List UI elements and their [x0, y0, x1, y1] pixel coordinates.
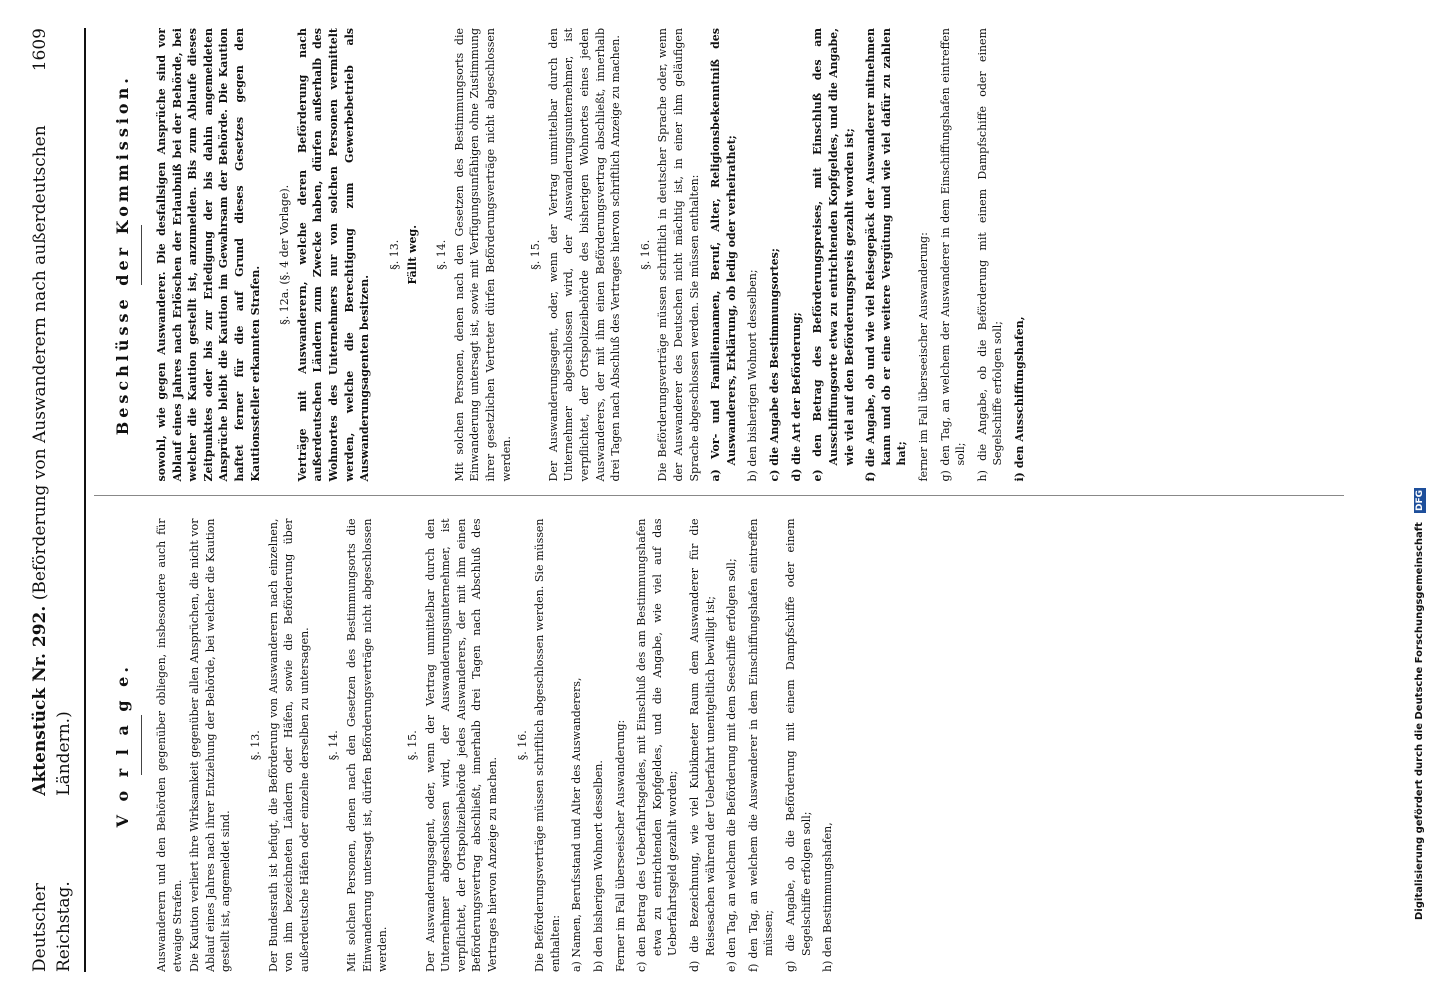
section-text: Fällt weg.	[405, 224, 419, 285]
header-center-subject: (Beförderung von Auswanderern nach außerdeutschen Ländern.)	[30, 125, 75, 796]
list-item: g) den Tag, an welchem der Auswanderer in dem Einschiffungshafen eintreffen soll;	[938, 28, 968, 482]
two-column-body	[94, 28, 1344, 972]
list-item: e) den Betrag des Beförderungspreises, mit Einschluß des am Ausschiffungsorte etwa zu entrichtenden Kopfgeldes, und die Angabe, wie viel auf den Beförderungspreis gezahlt worden ist;	[811, 28, 856, 482]
section-text: Die Beförderungsverträge müssen schriftlich in deutscher Sprache oder, wenn der Auswanderer des Deutschen nicht mächtig ist, in einer ihm geläufigen Sprache abgeschlossen werden. Sie müssen enthalten:	[656, 28, 701, 482]
list-item: Ferner im Fall überseeischer Auswanderung:	[613, 719, 627, 972]
section-heading: §. 12a. (§. 4 der Vorlage).	[278, 184, 292, 325]
list-item: f) die Angabe, ob und wie viel Reisegepäck der Auswanderer mitnehmen kann und ob er eine weitere Vergütung und wie viel dafür zu zahlen hat;	[864, 28, 909, 482]
right-column-beschluesse	[94, 28, 1344, 497]
list-item: f) den Tag, an welchem die Auswanderer in dem Einschiffungshafen eintreffen müssen;	[746, 518, 776, 972]
section-heading: §. 13.	[387, 239, 401, 270]
section-heading: §. 14.	[327, 730, 341, 761]
section-heading: §. 16.	[515, 730, 529, 761]
section-heading: §. 15.	[405, 730, 419, 761]
list-item: e) den Tag, an welchem die Beförderung mit dem Seeschiffe erfolgen soll;	[725, 558, 739, 972]
section-heading: §. 13.	[249, 730, 263, 761]
page-header	[28, 28, 86, 972]
section-text: Mit solchen Personen, denen nach den Gesetzen des Bestimmungsorts die Einwanderung untersagt ist, dürfen Beförderungsverträge nicht abgeschlossen werden.	[345, 518, 390, 972]
title-rule	[141, 715, 142, 775]
section-heading: §. 14.	[435, 239, 449, 270]
header-center-number: Aktenstück Nr. 292.	[30, 605, 50, 796]
header-left: Deutscher Reichstag.	[30, 881, 75, 972]
list-item: b) den bisherigen Wohnort desselben.	[591, 760, 605, 972]
section-text: Der Auswanderungsagent, oder, wenn der Vertrag unmittelbar durch den Unternehmer abgeschlossen wird, der Auswanderungsunternehmer, ist verpflichtet, der Ortspolizeibehörde des bisherigen Wohnortes eines jeden Auswanderers, der mit ihm einen Beförderungsvertrag abschließt, innerhalb drei Tagen nach Abschluß des Vertrages hiervon schriftlich Anzeige zu machen.	[546, 28, 623, 482]
page-number: 1609	[30, 28, 50, 72]
list-item: c) die Angabe des Bestimmungsortes;	[768, 248, 782, 482]
list-item: i) den Ausschiffungshafen,	[1013, 316, 1026, 482]
list-item: d) die Bezeichnung, wie viel Kubikmeter Raum dem Auswanderer für die Reisesachen während der Ueberfahrt unentgeltlich bewilligt ist;	[688, 518, 717, 972]
intro-paragraph: sowohl, wie gegen Auswanderer. Die desfallsigen Ansprüche sind vor Ablauf eines Jahres nach Erlöschen der Erlaubniß bei der Behörde, bei welcher die Kaution gestellt ist, anzumelden. Bis zum Ablaufe dieses Zeitpunktes oder bis zur Erledigung der bis dahin angemeldeten Ansprüche bleibt die Kaution im Gewahrsam der Behörde. Die Kaution haftet ferner für die auf Grund dieses Gesetzes gegen den Kautionssteller erkannten Strafen.	[154, 28, 262, 482]
funding-note	[1414, 0, 1432, 1000]
list-item: c) den Betrag des Ueberfahrtsgeldes, mit Einschluß des am Bestimmungshafen etwa zu entrichtenden Kopfgeldes, und die Angabe, wie viel auf das Ueberfahrtsgeld gezahlt worden;	[635, 518, 680, 972]
list-item: a) Namen, Berufsstand und Alter des Auswanderers,	[570, 677, 584, 972]
list-item: h) den Bestimmungshafen,	[821, 822, 835, 972]
list-item: a) Vor- und Familiennamen, Beruf, Alter, Religionsbekenntniß des Auswanderers, Erklärung, ob ledig oder verheirathet;	[709, 28, 738, 482]
section-text: Verträge mit Auswanderern, welche deren Beförderung nach außerdeutschen Ländern zum Zwecke haben, dürfen außerhalb des Wohnortes des Unternehmers nur von solchen Personen vermittelt werden, welche die Berechtigung zum Gewerbebetrieb als Auswanderungsagenten besitzen.	[295, 28, 372, 482]
section-text: Mit solchen Personen, denen nach den Gesetzen des Bestimmungsorts die Einwanderung untersagt ist, sowie mit Verfügungsunfähigen ohne Zustimmung ihrer gesetzlichen Vertreter dürfen Beförderungsverträge nicht abgeschlossen werden.	[452, 28, 513, 482]
intro-paragraph: Auswanderern und den Behörden gegenüber obliegen, insbesondere auch für etwaige Strafen.	[154, 518, 184, 972]
section-text: Der Bundesrath ist befugt, die Beförderung von Auswanderern nach einzelnen, von ihm bezeichneten Ländern oder Häfen, sowie die Beförderung über außerdeutsche Häfen oder einzelne derselben zu untersagen.	[266, 518, 311, 972]
header-center	[28, 71, 76, 795]
left-column-vorlage	[94, 519, 1344, 973]
section-heading: §. 16.	[638, 239, 652, 270]
list-item: h) die Angabe, ob die Beförderung mit einem Dampfschiffe oder einem Segelschiffe erfolgen soll;	[975, 28, 1005, 482]
title-rule	[141, 225, 142, 285]
list-item: d) die Art der Beförderung;	[789, 312, 803, 482]
left-column-title: V o r l a g e.	[113, 663, 133, 828]
dfg-logo: DFG	[1415, 489, 1425, 511]
list-item: b) den bisherigen Wohnort desselben;	[746, 269, 760, 482]
section-text: Der Auswanderungsagent, oder, wenn der Vertrag unmittelbar durch den Unternehmer abgeschlossen wird, der Auswanderungsunternehmer, ist verpflichtet, der Ortspolizeibehörde jedes Auswanderers, der mit ihm einen Beförderungsvertrag abschließt, innerhalb drei Tagen nach Abschluß des Vertrages hiervon Anzeige zu machen.	[423, 518, 499, 972]
section-text: Die Beförderungsverträge müssen schriftlich abgeschlossen werden. Sie müssen enthalten:	[533, 518, 562, 972]
intro-paragraph: Die Kaution verliert ihre Wirksamkeit gegenüber allen Ansprüchen, die nicht vor Ablauf eines Jahres nach ihrer Entziehung der Behörde, bei welcher die Kaution gestellt ist, angemeldet sind.	[188, 518, 233, 972]
funding-note-text: Digitalisierung gefördert durch die Deutsche Forschungsgemeinschaft	[1414, 522, 1425, 920]
list-item: ferner im Fall überseeischer Auswanderung:	[916, 232, 930, 482]
right-column-title: Beschlüsse der Kommission.	[113, 74, 133, 436]
section-heading: §. 15.	[529, 239, 543, 270]
list-item: g) die Angabe, ob die Beförderung mit einem Dampfschiffe oder einem Segelschiffe erfolgen soll;	[784, 518, 813, 972]
